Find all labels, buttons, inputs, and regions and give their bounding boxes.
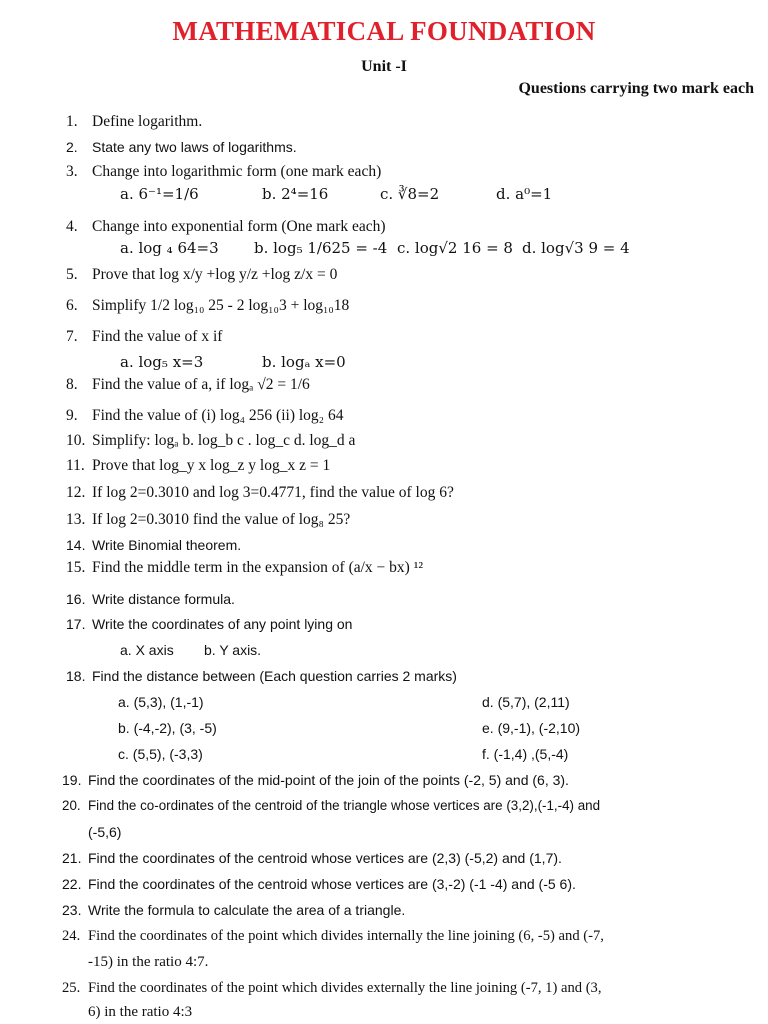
q3-part-a: a. 6⁻¹=1/6 [120, 185, 199, 203]
question-text: Find the value of (i) log₄ 256 (ii) log₂ 64 [92, 407, 344, 424]
question-type-heading: Questions carrying two mark each [518, 80, 754, 97]
question-number: 15. [66, 559, 86, 576]
question-number: 3. [66, 163, 78, 180]
question-number: 24. [62, 928, 81, 944]
q4-part-c: c. log√2 16 = 8 [397, 239, 513, 257]
question-number: 8. [66, 376, 78, 393]
question-text: Find the coordinates of the point which divides internally the line joining (6, -5) and (-7, [88, 928, 604, 944]
question-23 [62, 902, 405, 918]
question-24 [62, 928, 604, 945]
question-number: 25. [62, 980, 81, 996]
q7-part-a: a. log₅ x=3 [120, 353, 204, 371]
question-9 [66, 407, 343, 425]
unit-heading: Unit -I [361, 58, 407, 75]
question-number: 21. [62, 850, 82, 866]
question-18 [66, 668, 457, 684]
q18-part-d: d. (5,7), (2,11) [482, 694, 570, 710]
question-number: 11. [66, 457, 85, 474]
q4-part-d: d. log√3 9 = 4 [522, 239, 630, 257]
question-text: Simplify 1/2 log₁₀ 25 - 2 log₁₀3 + log₁₀18 [92, 297, 350, 314]
question-7 [66, 328, 222, 346]
question-10 [66, 432, 355, 450]
question-5 [66, 266, 337, 284]
question-25 [62, 980, 602, 997]
question-text: Find the value of a, if logₐ √2 = 1/6 [92, 376, 310, 393]
question-number: 2. [66, 139, 78, 155]
question-number: 16. [66, 591, 86, 607]
question-text: Prove that log_y x log_z y log_x z = 1 [92, 457, 331, 474]
question-8 [66, 376, 310, 394]
question-24-continuation: -15) in the ratio 4:7. [88, 954, 209, 970]
question-text: If log 2=0.3010 find the value of log₈ 25? [92, 511, 351, 528]
question-text: Find the coordinates of the mid-point of the join of the points (-2, 5) and (6, 3). [88, 772, 569, 788]
question-text: Find the co-ordinates of the centroid of the triangle whose vertices are (3,2),(-1,-4) and [88, 798, 601, 813]
question-11 [66, 457, 330, 475]
question-text: Find the value of x if [92, 328, 223, 345]
q3-part-b: b. 2⁴=16 [262, 185, 329, 203]
question-number: 18. [66, 668, 86, 684]
question-text: Find the distance between (Each question carries 2 marks) [92, 668, 457, 684]
question-number: 13. [66, 511, 86, 528]
question-13 [66, 511, 350, 529]
question-4 [66, 218, 386, 236]
question-1 [66, 113, 202, 131]
question-text: Find the coordinates of the point which divides externally the line joining (-7, 1) and (3, [88, 980, 602, 996]
question-number: 5. [66, 266, 78, 283]
question-text: Write the formula to calculate the area of a triangle. [88, 902, 406, 918]
question-number: 23. [62, 902, 82, 918]
question-number: 12. [66, 484, 86, 501]
question-21 [62, 850, 562, 866]
question-text: Prove that log x/y +log y/z +log z/x = 0 [92, 266, 338, 283]
question-number: 4. [66, 218, 78, 235]
q18-part-b: b. (-4,-2), (3, -5) [118, 720, 217, 736]
question-20 [62, 798, 600, 813]
question-number: 10. [66, 432, 86, 449]
question-22 [62, 876, 576, 892]
question-3 [66, 163, 381, 181]
q18-part-a: a. (5,3), (1,-1) [118, 694, 204, 710]
question-number: 9. [66, 407, 78, 424]
question-text: Write distance formula. [92, 591, 235, 607]
q3-part-c: c. ∛8=2 [380, 185, 440, 203]
q18-part-f: f. (-1,4) ,(5,-4) [482, 746, 569, 762]
question-number: 1. [66, 113, 78, 130]
question-text: State any two laws of logarithms. [92, 139, 297, 155]
question-text: Simplify: logₐ b. log_b c . log_c d. log_d a [92, 432, 356, 449]
page-title: MATHEMATICAL FOUNDATION [172, 16, 596, 46]
q7-part-b: b. logₐ x=0 [262, 353, 346, 371]
q3-part-d: d. a⁰=1 [496, 185, 553, 203]
question-15 [66, 559, 423, 577]
question-text: Write the coordinates of any point lying on [92, 616, 353, 632]
q18-part-e: e. (9,-1), (-2,10) [482, 720, 581, 736]
question-number: 17. [66, 616, 86, 632]
question-text: Find the coordinates of the centroid whose vertices are (2,3) (-5,2) and (1,7). [88, 850, 562, 866]
question-text: If log 2=0.3010 and log 3=0.4771, find the value of log 6? [92, 484, 454, 501]
question-number: 7. [66, 328, 78, 345]
question-number: 20. [62, 798, 81, 813]
question-16 [66, 591, 235, 607]
question-text: Find the coordinates of the centroid whose vertices are (3,-2) (-1 -4) and (-5 6). [88, 876, 576, 892]
question-17 [66, 616, 352, 632]
q4-part-a: a. log ₄ 64=3 [120, 239, 219, 257]
question-12 [66, 484, 454, 502]
question-number: 19. [62, 772, 82, 788]
question-number: 22. [62, 876, 82, 892]
question-14 [66, 537, 241, 553]
q18-part-c: c. (5,5), (-3,3) [118, 746, 203, 762]
q17-part-a: a. X axis [120, 642, 174, 658]
question-6 [66, 297, 349, 315]
question-20-continuation: (-5,6) [88, 824, 122, 840]
q4-part-b: b. log₅ 1/625 = -4 [254, 239, 388, 257]
question-text: Define logarithm. [92, 113, 203, 130]
question-number: 6. [66, 297, 78, 314]
question-2 [66, 139, 297, 155]
question-text: Write Binomial theorem. [92, 537, 242, 553]
question-25-continuation: 6) in the ratio 4:3 [88, 1004, 193, 1020]
question-number: 14. [66, 537, 86, 553]
q17-part-b: b. Y axis. [204, 642, 262, 658]
question-text: Change into exponential form (One mark each) [92, 218, 386, 235]
question-text: Find the middle term in the expansion of (a/x − bx) ¹² [92, 559, 423, 576]
question-19 [62, 772, 569, 788]
question-text: Change into logarithmic form (one mark each) [92, 163, 382, 180]
